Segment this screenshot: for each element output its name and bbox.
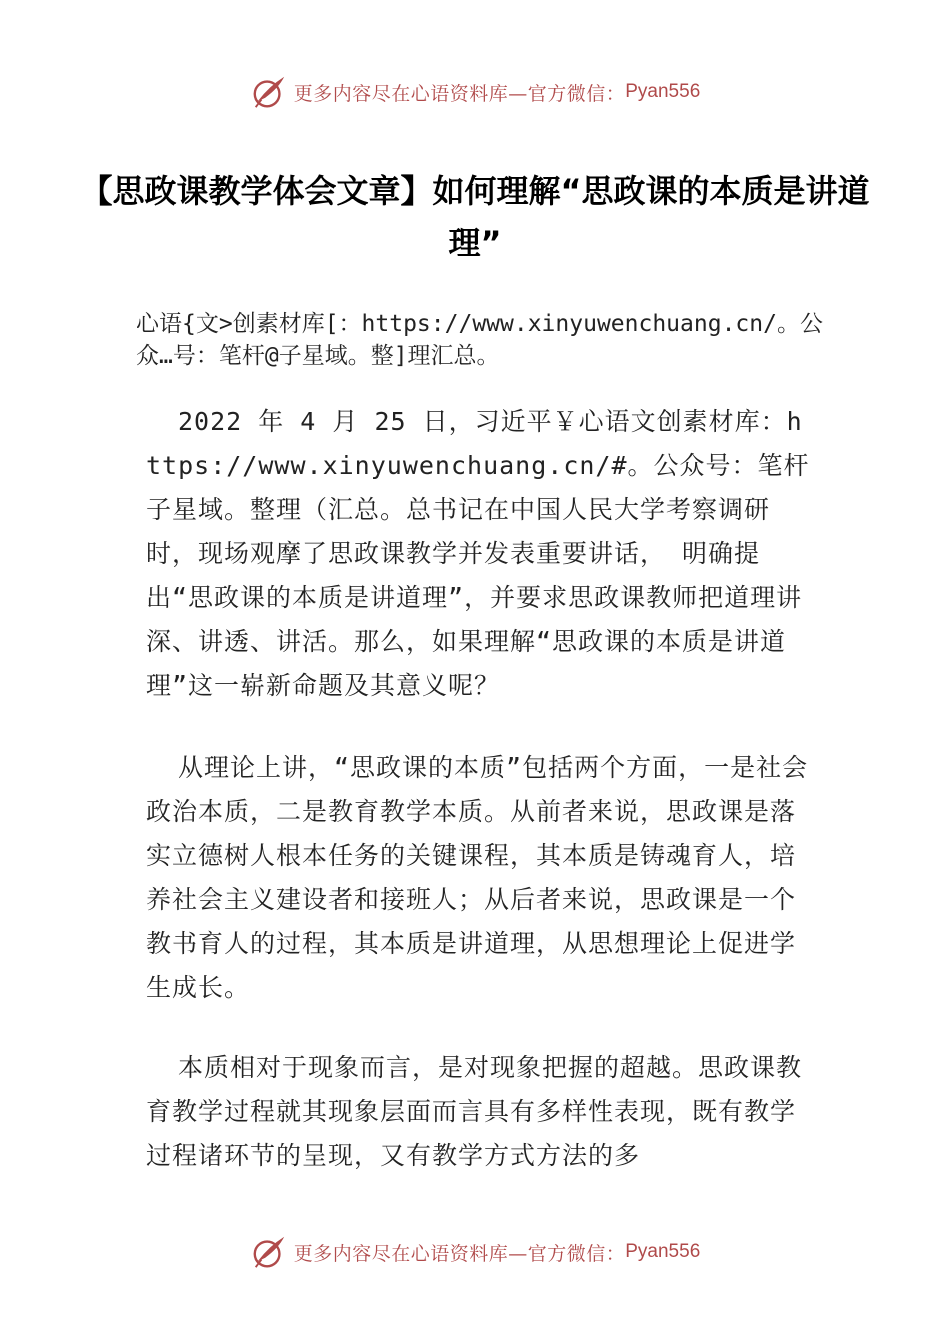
paragraph: 从理论上讲，“思政课的本质”包括两个方面，一是社会政治本质，二是教育教学本质。从前者来说，思政课是落实立德树人根本任务的关键课程，其本质是铸魂育人，培养社会主义建设者和接班人；从后者来说，思政课是一个教书育人的过程，其本质是讲道理，从思想理论上促进学生成长。 <box>146 753 809 1002</box>
footer-banner-text: 更多内容尽在心语资料库—官方微信： <box>293 1242 626 1265</box>
header-banner <box>0 72 950 112</box>
document-title: 【思政课教学体会文章】如何理解“思政课的本质是讲道理” <box>80 172 870 262</box>
quill-logo-icon <box>250 1233 288 1271</box>
source-line: 心语{文>创素材库[：https://www.xinyuwenchuang.cn/。公众…号：笔杆@子星域。整]理汇总。 <box>136 311 823 369</box>
footer-banner <box>0 1232 950 1272</box>
header-banner-wechat-id: Pyan556 <box>625 81 701 102</box>
footer-banner-wechat-id: Pyan556 <box>625 1241 701 1262</box>
paragraph: 2022 年 4 月 25 日，习近平￥心语文创素材库：https://www.xinyuwenchuang.cn/#。公众号：笔杆子星域。整理（汇总。总书记在中国人民大学考察调研时，现场观摩了思政课教学并发表重要讲话， 明确提出“思政课的本质是讲道理”，并要求思政课教师把道理讲深、讲透、讲活。那么，如果理解“思政课的本质是讲道理”这一崭新命题及其意义呢？ <box>146 407 810 700</box>
quill-logo-icon <box>250 73 288 111</box>
header-banner-text: 更多内容尽在心语资料库—官方微信： <box>293 82 626 105</box>
paragraph: 本质相对于现象而言，是对现象把握的超越。思政课教育教学过程就其现象层面而言具有多样性表现，既有教学过程诸环节的呈现，又有教学方式方法的多 <box>146 1053 803 1170</box>
